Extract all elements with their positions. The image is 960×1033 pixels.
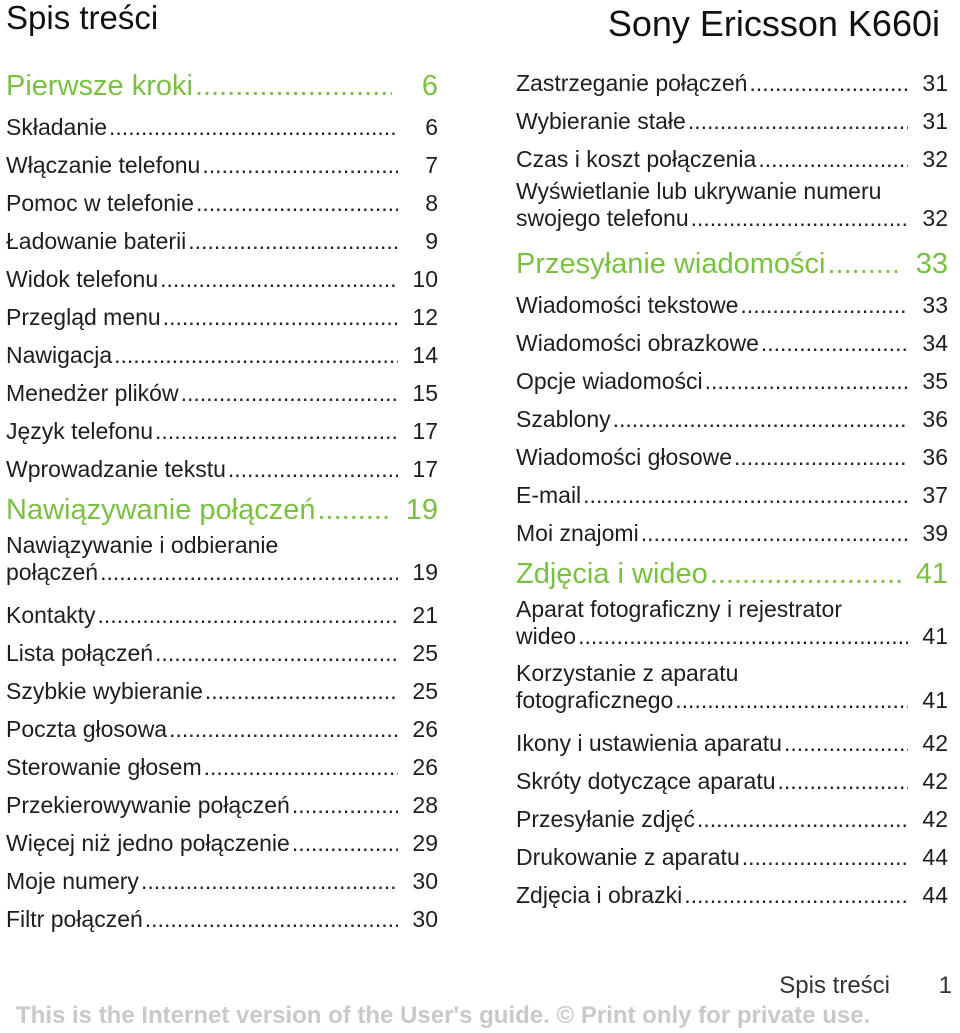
leader-dots	[181, 374, 398, 412]
toc-entry-title: Przekierowywanie połączeń	[6, 792, 290, 818]
toc-entry[interactable]	[6, 336, 438, 374]
toc-entry[interactable]	[516, 178, 948, 242]
toc-entry[interactable]	[6, 374, 438, 412]
leader-dots	[675, 687, 908, 714]
toc-entry-title: Wiadomości tekstowe	[516, 292, 739, 318]
toc-entry[interactable]	[516, 596, 948, 660]
toc-entry[interactable]	[6, 786, 438, 824]
toc-entry-title-line2: połączeń	[6, 559, 99, 585]
toc-entry-title: Nawigacja	[6, 342, 113, 368]
toc-entry-title-line1: Wyświetlanie lub ukrywanie numeru	[516, 178, 882, 204]
toc-entry-title: Skróty dotyczące aparatu	[516, 768, 776, 794]
toc-entry-title-line1: Nawiązywanie i odbieranie	[6, 532, 279, 558]
toc-page: 26	[412, 754, 438, 780]
toc-entry-title: Drukowanie z aparatu	[516, 844, 740, 870]
leader-dots	[705, 362, 908, 400]
toc-entry-title-line2: fotograficznego	[516, 687, 674, 713]
toc-page: 37	[922, 482, 948, 508]
leader-dots	[827, 242, 902, 286]
toc-page: 39	[922, 520, 948, 546]
leader-dots	[641, 514, 908, 552]
toc-entry[interactable]	[6, 146, 438, 184]
toc-entry[interactable]	[516, 438, 948, 476]
brand-model: Sony Ericsson K660i	[607, 3, 940, 44]
toc-page: 25	[412, 678, 438, 704]
toc-entry[interactable]	[516, 800, 948, 838]
leader-dots	[292, 824, 398, 862]
toc-entry-title: Przegląd menu	[6, 304, 161, 330]
toc-page: 19	[412, 559, 438, 585]
toc-section[interactable]	[516, 242, 948, 286]
toc-section-title: Nawiązywanie połączeń	[6, 494, 316, 526]
leader-dots	[578, 623, 908, 650]
leader-dots	[114, 336, 398, 374]
toc-entry[interactable]	[6, 672, 438, 710]
toc-entry-title: Przesyłanie zdjęć	[516, 806, 695, 832]
toc-entry-title: Wiadomości głosowe	[516, 444, 733, 470]
leader-dots	[202, 146, 398, 184]
toc-page: 33	[922, 292, 948, 318]
toc-entry-title: Ikony i ustawienia aparatu	[516, 730, 782, 756]
toc-page: 44	[922, 882, 948, 908]
toc-entry[interactable]	[516, 660, 948, 724]
toc-section-title: Pierwsze kroki	[6, 70, 193, 102]
toc-page: 41	[922, 623, 948, 649]
toc-entry-title: Wprowadzanie tekstu	[6, 456, 226, 482]
toc-page: 12	[412, 304, 438, 330]
toc-page: 33	[915, 248, 948, 280]
toc-entry[interactable]	[516, 362, 948, 400]
toc-entry-title: Szablony	[516, 406, 611, 432]
toc-entry[interactable]	[6, 184, 438, 222]
toc-entry[interactable]	[516, 724, 948, 762]
toc-right-column	[516, 64, 948, 914]
toc-page: 14	[412, 342, 438, 368]
toc-page: 32	[922, 146, 948, 172]
toc-entry[interactable]	[516, 140, 948, 178]
toc-entry-title: Pomoc w telefonie	[6, 190, 194, 216]
leader-dots	[155, 634, 398, 672]
toc-entry-title: Szybkie wybieranie	[6, 678, 203, 704]
toc-entry-title: Sterowanie głosem	[6, 754, 202, 780]
toc-page: 36	[922, 444, 948, 470]
leader-dots	[163, 298, 398, 336]
toc-entry[interactable]	[516, 514, 948, 552]
toc-entry[interactable]	[516, 476, 948, 514]
toc-page: 36	[922, 406, 948, 432]
toc-page: 42	[922, 806, 948, 832]
footer-section-label: Spis treści	[779, 972, 890, 999]
leader-dots	[141, 862, 398, 900]
toc-page: 31	[922, 70, 948, 96]
toc-entry[interactable]	[516, 876, 948, 914]
leader-dots	[188, 222, 398, 260]
toc-entry[interactable]	[516, 838, 948, 876]
toc-left-column	[6, 64, 438, 938]
toc-page: 8	[425, 190, 438, 216]
toc-entry-title: Wybieranie stałe	[516, 108, 686, 134]
leader-dots	[318, 488, 393, 532]
toc-entry-title: Kontakty	[6, 602, 96, 628]
toc-entry[interactable]	[6, 222, 438, 260]
leader-dots	[784, 724, 908, 762]
leader-dots	[778, 762, 908, 800]
toc-page: 30	[412, 906, 438, 932]
toc-page: 41	[915, 558, 948, 590]
toc-entry-title: Ładowanie baterii	[6, 228, 187, 254]
toc-page: 9	[425, 228, 438, 254]
toc-section[interactable]	[6, 64, 438, 108]
toc-entry-title: Więcej niż jedno połączenie	[6, 830, 290, 856]
toc-entry-title: Filtr połączeń	[6, 906, 143, 932]
leader-dots	[228, 450, 398, 488]
toc-entry-title-line2: wideo	[516, 623, 577, 649]
toc-page: 6	[425, 114, 438, 140]
leader-dots	[204, 748, 398, 786]
leader-dots	[734, 438, 908, 476]
leader-dots	[155, 412, 398, 450]
toc-page: 31	[922, 108, 948, 134]
toc-entry-title: Zastrzeganie połączeń	[516, 70, 748, 96]
toc-entry-title: Poczta głosowa	[6, 716, 168, 742]
toc-page: 6	[421, 70, 438, 102]
toc-page: 26	[412, 716, 438, 742]
leader-dots	[583, 476, 908, 514]
toc-entry[interactable]	[6, 108, 438, 146]
toc-page: 35	[922, 368, 948, 394]
leader-dots	[710, 552, 902, 596]
toc-entry-title: Lista połączeń	[6, 640, 154, 666]
toc-entry[interactable]	[6, 900, 438, 938]
toc-entry-title: E-mail	[516, 482, 582, 508]
toc-entry-title: Menedżer plików	[6, 380, 179, 406]
leader-dots	[697, 800, 908, 838]
toc-page: 41	[922, 687, 948, 713]
leader-dots	[205, 672, 398, 710]
toc-page: 15	[412, 380, 438, 406]
toc-entry-title: Zdjęcia i obrazki	[516, 882, 683, 908]
toc-page: 19	[405, 494, 438, 526]
toc-entry[interactable]	[516, 102, 948, 140]
watermark-notice: This is the Internet version of the User's guide. © Print only for private use.	[16, 1002, 871, 1029]
toc-entry[interactable]	[6, 532, 438, 596]
toc-entry[interactable]	[6, 634, 438, 672]
leader-dots	[613, 400, 908, 438]
toc-page: 42	[922, 730, 948, 756]
toc-entry-title: Moje numery	[6, 868, 139, 894]
leader-dots	[169, 710, 398, 748]
leader-dots	[145, 900, 398, 938]
leader-dots	[195, 64, 392, 108]
leader-dots	[160, 260, 398, 298]
toc-entry-title-line1: Korzystanie z aparatu	[516, 660, 739, 686]
leader-dots	[761, 324, 908, 362]
toc-section-title: Zdjęcia i wideo	[516, 558, 708, 590]
toc-page: 30	[412, 868, 438, 894]
toc-entry-title: Widok telefonu	[6, 266, 159, 292]
toc-entry[interactable]	[6, 710, 438, 748]
toc-entry[interactable]	[6, 298, 438, 336]
toc-entry[interactable]	[6, 412, 438, 450]
leader-dots	[109, 108, 398, 146]
toc-entry[interactable]	[516, 64, 948, 102]
toc-page: 34	[922, 330, 948, 356]
page-title: Spis treści	[6, 0, 159, 36]
toc-page: 32	[922, 205, 948, 231]
toc-entry[interactable]	[516, 286, 948, 324]
toc-entry-title: Włączanie telefonu	[6, 152, 201, 178]
toc-entry-title: Wiadomości obrazkowe	[516, 330, 759, 356]
toc-entry[interactable]	[6, 824, 438, 862]
leader-dots	[749, 64, 908, 102]
toc-section-title: Przesyłanie wiadomości	[516, 248, 826, 280]
toc-page: 17	[412, 418, 438, 444]
toc-page: 10	[412, 266, 438, 292]
leader-dots	[758, 140, 908, 178]
toc-entry[interactable]	[6, 260, 438, 298]
toc-page: 25	[412, 640, 438, 666]
toc-page: 21	[412, 602, 438, 628]
toc-page: 29	[412, 830, 438, 856]
toc-entry[interactable]	[6, 450, 438, 488]
leader-dots	[691, 205, 908, 232]
toc-entry-title: Składanie	[6, 114, 108, 140]
toc-page: 28	[412, 792, 438, 818]
footer-page-number: 1	[938, 972, 952, 999]
toc-entry-title: Opcje wiadomości	[516, 368, 703, 394]
leader-dots	[98, 596, 399, 634]
toc-entry[interactable]	[516, 762, 948, 800]
toc-entry-title: Język telefonu	[6, 418, 154, 444]
toc-entry-title: Moi znajomi	[516, 520, 639, 546]
toc-section[interactable]	[516, 552, 948, 596]
toc-entry[interactable]	[6, 596, 438, 634]
leader-dots	[684, 876, 908, 914]
leader-dots	[688, 102, 908, 140]
toc-entry[interactable]	[516, 324, 948, 362]
leader-dots	[742, 838, 908, 876]
toc-entry-title-line1: Aparat fotograficzny i rejestrator	[516, 596, 842, 622]
toc-entry[interactable]	[6, 862, 438, 900]
toc-entry-title-line2: swojego telefonu	[516, 205, 689, 231]
toc-entry[interactable]	[516, 400, 948, 438]
leader-dots	[292, 786, 398, 824]
toc-page: 44	[922, 844, 948, 870]
leader-dots	[740, 286, 908, 324]
toc-page: 17	[412, 456, 438, 482]
toc-page: 7	[425, 152, 438, 178]
leader-dots	[100, 559, 398, 586]
toc-entry-title: Czas i koszt połączenia	[516, 146, 757, 172]
leader-dots	[196, 184, 398, 222]
toc-page: 42	[922, 768, 948, 794]
toc-entry[interactable]	[6, 748, 438, 786]
toc-section[interactable]	[6, 488, 438, 532]
